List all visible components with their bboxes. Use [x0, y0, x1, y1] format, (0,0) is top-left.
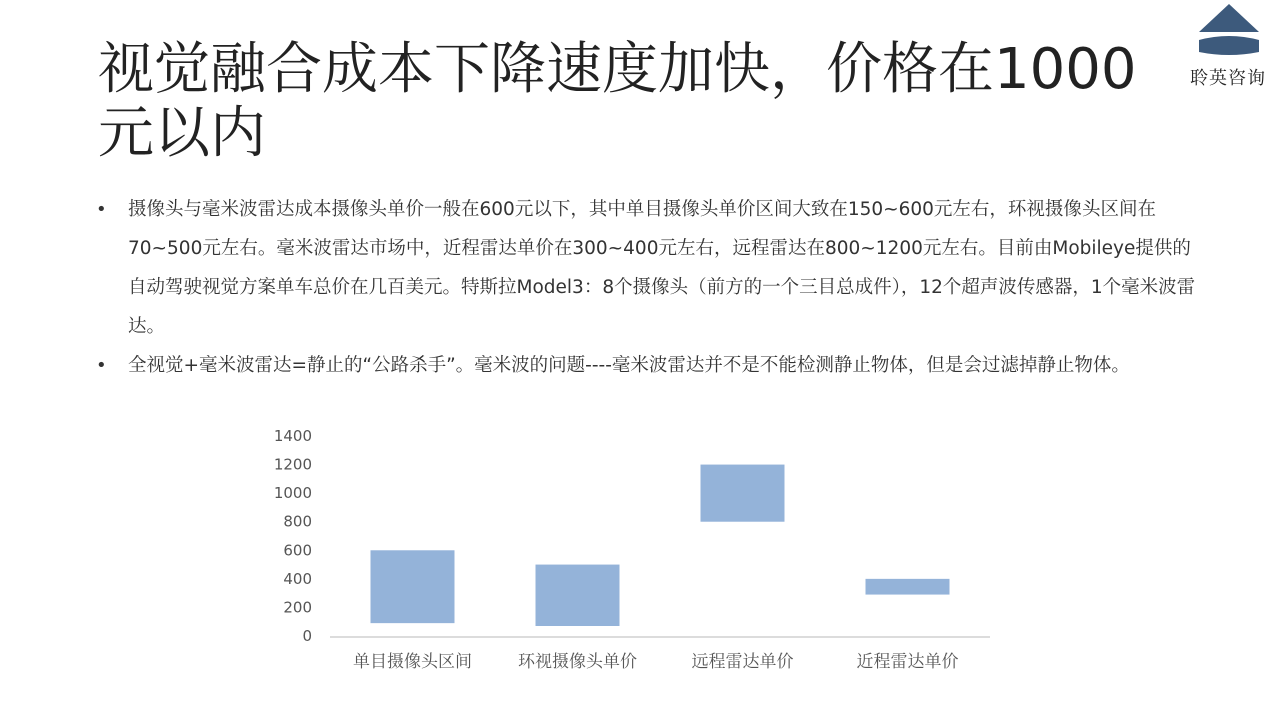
- y-tick-label: 1400: [273, 427, 312, 445]
- bar-2: [536, 565, 620, 626]
- y-axis: [274, 427, 312, 645]
- y-tick-label: 200: [283, 598, 312, 617]
- logo-text: 聆英咨询: [1190, 68, 1266, 89]
- x-tick-label: 远程雷达单价: [691, 652, 794, 672]
- bar-4: [866, 579, 950, 595]
- bullet-item-2: [96, 346, 1206, 385]
- x-axis-labels: [353, 652, 959, 672]
- bars: [371, 465, 950, 626]
- bullet-item-1: [96, 190, 1206, 346]
- bullet-list: [96, 190, 1206, 385]
- y-tick-label: 600: [283, 541, 312, 560]
- x-tick-label: 近程雷达单价: [856, 652, 959, 672]
- x-tick-label: 环视摄像头单价: [518, 652, 637, 672]
- logo-mark-icon: [1198, 2, 1260, 60]
- price-range-chart: [250, 420, 1010, 680]
- y-tick-label: 0: [302, 627, 312, 645]
- bullet-text-1: 摄像头与毫米波雷达成本摄像头单价一般在600元以下，其中单目摄像头单价区间大致在150~600元左右，环视摄像头区间在70~500元左右。毫米波雷达市场中，近程雷达单价在300~400元左右，远程雷达在800~1200元左右。目前由Mobileye提供的自动驾驶视觉方案单车总价在几百美元。特斯拉Model3：8个摄像头（前方的一个三目总成件），12个超声波传感器，1个毫米波雷达。: [128, 199, 1196, 337]
- company-logo: [1178, 2, 1278, 92]
- y-tick-label: 1000: [273, 484, 312, 503]
- y-tick-label: 400: [283, 569, 312, 588]
- bar-1: [371, 550, 455, 623]
- slide-title: 视觉融合成本下降速度加快，价格在1000元以内: [98, 37, 1137, 166]
- y-tick-label: 1200: [273, 455, 312, 474]
- bullet-text-2: 全视觉+毫米波雷达=静止的“公路杀手”。毫米波的问题----毫米波雷达并不是不能检测静止物体，但是会过滤掉静止物体。: [128, 355, 1130, 376]
- bar-3: [701, 465, 785, 522]
- bullet-dot-icon: •: [96, 355, 107, 376]
- y-tick-label: 800: [283, 512, 312, 531]
- x-tick-label: 单目摄像头区间: [353, 652, 472, 672]
- bullet-dot-icon: •: [96, 199, 107, 220]
